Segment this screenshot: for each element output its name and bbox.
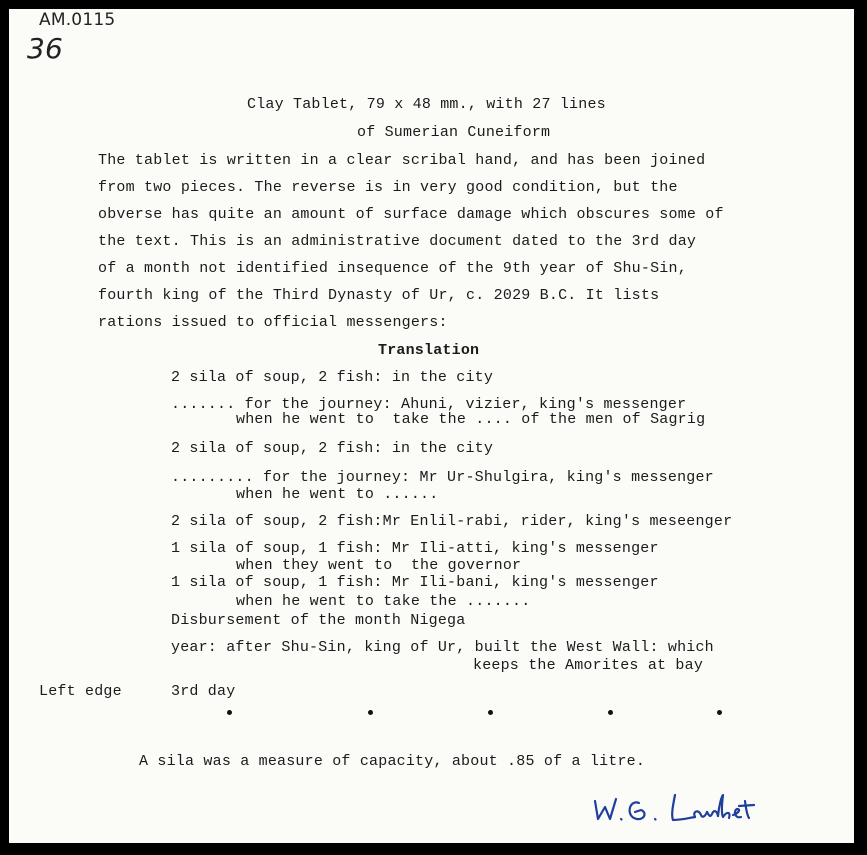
translation-line: Disbursement of the month Nigega <box>171 612 466 629</box>
description-line: rations issued to official messengers: <box>98 314 448 331</box>
translation-line: 2 sila of soup, 2 fish: in the city <box>171 440 494 457</box>
document-page <box>9 9 854 843</box>
translation-line: when they went to the governor <box>236 557 522 574</box>
separator-dot <box>608 710 613 715</box>
description-line: the text. This is an administrative document dated to the 3rd day <box>98 233 697 250</box>
title-line-2: of Sumerian Cuneiform <box>357 124 551 141</box>
title-line-1: Clay Tablet, 79 x 48 mm., with 27 lines <box>247 96 606 113</box>
description-line: fourth king of the Third Dynasty of Ur, c. 2029 B.C. It lists <box>98 287 660 304</box>
translation-line: 2 sila of soup, 2 fish: in the city <box>171 369 494 386</box>
description-line: of a month not identified insequence of the 9th year of Shu-Sin, <box>98 260 687 277</box>
footnote: A sila was a measure of capacity, about .85 of a litre. <box>139 753 646 770</box>
description-line: The tablet is written in a clear scribal hand, and has been joined <box>98 152 706 169</box>
translation-line: when he went to ...... <box>236 486 439 503</box>
translation-line: keeps the Amorites at bay <box>473 657 704 674</box>
translation-line: 1 sila of soup, 1 fish: Mr Ili-atti, king's messenger <box>171 540 659 557</box>
handwritten-number: 36 <box>27 32 64 65</box>
signature <box>589 787 764 829</box>
translation-line: 2 sila of soup, 2 fish:Mr Enlil-rabi, rider, king's meseenger <box>171 513 733 530</box>
separator-dot <box>488 710 493 715</box>
left-edge-value: 3rd day <box>171 683 236 700</box>
translation-heading: Translation <box>378 342 480 359</box>
catalog-number: AM.0115 <box>39 10 116 30</box>
translation-line: when he went to take the ....... <box>236 593 531 610</box>
description-line: from two pieces. The reverse is in very good condition, but the <box>98 179 678 196</box>
translation-line: 1 sila of soup, 1 fish: Mr Ili-bani, king's messenger <box>171 574 659 591</box>
description-line: obverse has quite an amount of surface damage which obscures some of <box>98 206 724 223</box>
translation-line: ......... for the journey: Mr Ur-Shulgira, king's messenger <box>171 469 714 486</box>
separator-dot <box>368 710 373 715</box>
separator-dot <box>227 710 232 715</box>
translation-line: ....... for the journey: Ahuni, vizier, king's messenger <box>171 396 687 413</box>
translation-line: year: after Shu-Sin, king of Ur, built the West Wall: which <box>171 639 714 656</box>
translation-line: when he went to take the .... of the men of Sagrig <box>236 411 706 428</box>
separator-dot <box>717 710 722 715</box>
left-edge-label: Left edge <box>39 683 122 700</box>
